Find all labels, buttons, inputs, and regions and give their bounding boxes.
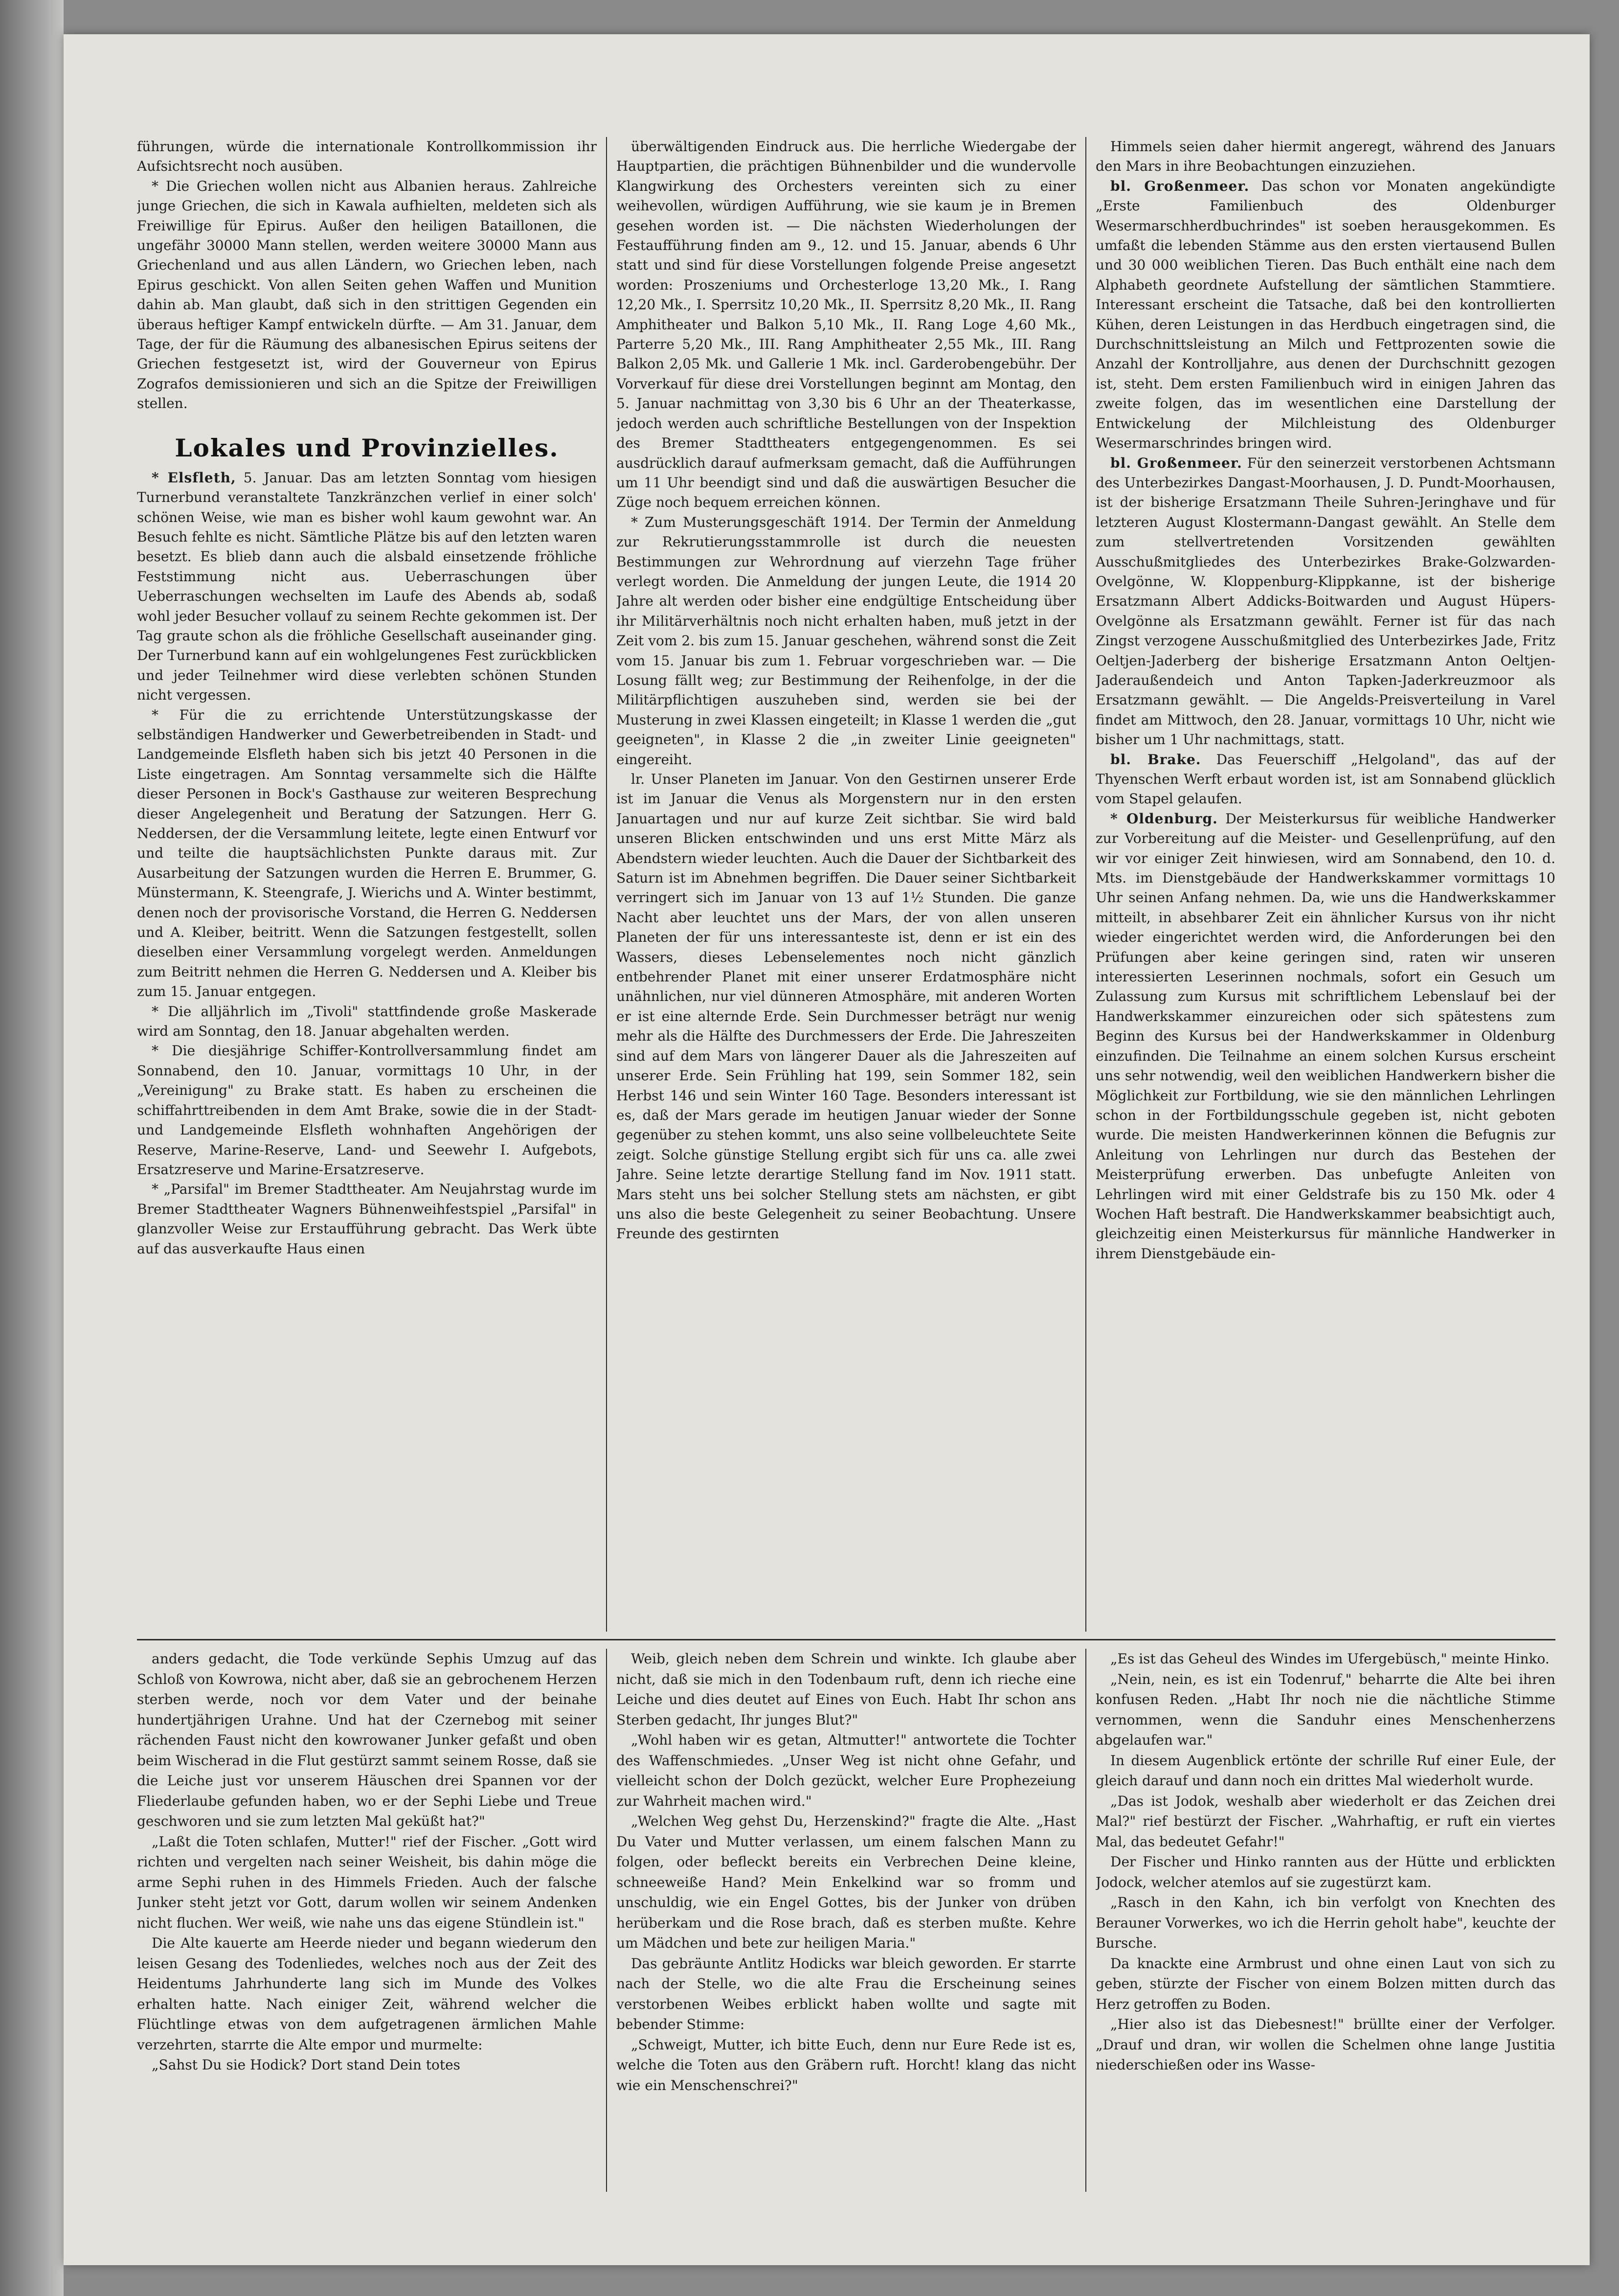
story-column-1-paragraphs <box>137 1649 597 2075</box>
article-paragraph <box>1096 1791 1555 1852</box>
article-paragraph <box>137 1041 597 1180</box>
story-column-2-paragraphs <box>616 1649 1076 2095</box>
paragraph-lead: bl. Großenmeer. <box>1110 455 1242 471</box>
article-paragraph <box>1096 1892 1555 1954</box>
article-paragraph <box>137 137 597 177</box>
paragraph-text: Weib, gleich neben dem Schrein und winkte. Ich glaube aber nicht, daß sie mich in den Todenbaum ruft, denn ich rieche eine Leiche und dies deutet auf Eines von Euch. Habt Ihr schon ans Sterben gedacht, Ihr junges Blut?" <box>616 1651 1076 1728</box>
paragraph-lead: * Oldenburg. <box>1110 810 1218 827</box>
story-column-1 <box>137 1649 597 2192</box>
paragraph-text: führungen, würde die internationale Kontrollkommission ihr Aufsichtsrecht noch ausüben. <box>137 138 597 175</box>
column-divider <box>606 1649 607 2192</box>
newspaper-page <box>64 34 1590 2265</box>
article-paragraph <box>616 1649 1076 1730</box>
article-paragraph <box>616 1954 1076 2035</box>
paragraph-text: überwältigenden Eindruck aus. Die herrliche Wiedergabe der Hauptpartien, die prächtigen Bühnenbilder und die wundervolle Klangwirkung des Orchesters vereinten sich zu einer weihevollen, würdigen Aufführung, wie sie kaum je in Bremen gesehen worden ist. — Die nächsten Wiederholungen der Festaufführung finden am 9., 12. und 15. Januar, abends 6 Uhr statt und sind für diese Vorstellungen folgende Preise angesetzt worden: Proszeniums und Orchesterloge 13,20 Mk., I. Rang 12,20 Mk., I. Sperrsitz 10,20 Mk., II. Sperrsitz 8,20 Mk., II. Rang Amphitheater und Balkon 5,10 Mk., II. Rang Loge 4,60 Mk., Parterre 5,20 Mk., III. Rang Amphitheater 2,55 Mk., III. Rang Balkon 2,05 Mk. und Gallerie 1 Mk. incl. Garderobengebühr. Der Vorverkauf für diese drei Vorstellungen beginnt am Montag, den 5. Januar nachmittag von 3,30 bis 6 Uhr an der Theaterkasse, jedoch werden auch schriftliche Bestellungen von der Inspektion des Bremer Stadttheaters entgegengenommen. Es sei ausdrücklich darauf aufmerksam gemacht, daß die Aufführungen um 11 Uhr beendigt sind und daß die auswärtigen Besucher die Züge noch bequem erreichen können. <box>616 138 1076 511</box>
article-paragraph <box>137 1649 597 1832</box>
article-paragraph <box>1096 177 1555 454</box>
article-paragraph <box>1096 1852 1555 1892</box>
paragraph-text: lr. Unser Planeten im Januar. Von den Gestirnen unserer Erde ist im Januar die Venus als Morgenstern nur in den ersten Januartagen und nur auf kurze Zeit sichtbar. Sie wird bald unseren Blicken entschwinden und uns erst Mitte März als Abendstern wieder leuchten. Auch die Dauer der Sichtbarkeit des Saturn ist im Abnehmen begriffen. Die Dauer seiner Sichtbarkeit verringert sich im Januar von 13 auf 1½ Stunden. Die ganze Nacht aber leuchtet uns der Mars, der von allen unseren Planeten der für uns interessanteste ist, denn er ist ein des Wassers, dieses Lebenselementes noch nicht gänzlich entbehrender Planet mit einer unserer Erdatmosphäre nicht unähnlichen, nur viel dünneren Atmosphäre, mit anderen Worten er ist eine alternde Erde. Sein Durchmesser beträgt nur wenig mehr als die Hälfte des Durchmessers der Erde. Die Jahreszeiten sind auf dem Mars von längerer Dauer als die Jahreszeiten auf unserer Erde. Sein Frühling hat 199, sein Sommer 182, sein Herbst 146 und sein Winter 160 Tage. Besonders interessant ist es, daß der Mars gerade im heutigen Januar wieder der Sonne gegenüber zu stehen kommt, uns also seine vollbeleuchtete Seite zeigt. Solche günstige Stellung ergibt sich für uns ca. alle zwei Jahre. Seine letzte derartige Stellung fand im Nov. 1911 statt. Mars steht uns bei solcher Stellung stets am nächsten, er gibt uns also die beste Gelegenheit zu seiner Beobachtung. Unsere Freunde des gestirnten <box>616 771 1076 1242</box>
article-paragraph <box>1096 1750 1555 1791</box>
article-paragraph <box>137 1180 597 1259</box>
section-divider <box>137 1639 1555 1640</box>
article-paragraph <box>137 1933 597 2055</box>
article-paragraph <box>1096 454 1555 750</box>
paragraph-text: „Es ist das Geheul des Windes im Ufergebüsch," meinte Hinko. <box>1110 1651 1550 1667</box>
story-column-3-paragraphs <box>1096 1649 1555 2075</box>
story-column-3 <box>1096 1649 1555 2192</box>
paragraph-text: Das schon vor Monaten angekündigte „Erste Familienbuch des Oldenburger Wesermarschherdbuchrindes" ist soeben herausgekommen. Es umfaßt die lebenden Stämme aus den ersten viertausend Bullen und 30 000 weiblichen Tieren. Das Buch enthält eine nach dem Alphabeth geordnete Aufstellung der sämtlichen Stammtiere. Interessant erscheint die Tatsache, daß bei den kontrollierten Kühen, deren Leistungen in das Herdbuch eingetragen sind, die Durchschnittsleistung an Milch und Fettprozenten sowie die Anzahl der Kontrolljahre, aus denen der Durchschnitt gezogen ist, steht. Dem ersten Familienbuch wird in einigen Jahren das zweite folgen, das im wesentlichen eine Darstellung der Entwickelung der Milchleistung des Oldenburger Wesermarschrindes bringen wird. <box>1096 178 1555 452</box>
paragraph-text: anders gedacht, die Tode verkünde Sephis Umzug auf das Schloß von Kowrowa, nicht aber, daß sie an gebrochenem Herzen sterben werde, noch vor dem Vater und der beinahe hundertjährigen Urahne. Und hat der Czernebog mit seiner rächenden Faust nicht den kowrowaner Junker gefaßt und oben beim Wischerad in die Flut gestürzt sammt seinem Rosse, daß sie die Leiche just vor unserem Häuschen drei Spannen vor der Fliederlaube gefunden haben, wo er der Sephi Liebe und Treue geschworen und sie zum letzten Mal geküßt hat?" <box>137 1651 597 1829</box>
article-paragraph <box>616 1730 1076 1811</box>
paragraph-text: * Die Griechen wollen nicht aus Albanien heraus. Zahlreiche junge Griechen, die sich in Kawala aufhielten, meldeten sich als Freiwillige für Epirus. Außer den heiligen Bataillonen, die ungefähr 30000 Mann stellen, werden weitere 30000 Mann aus Griechenland und aus allen Ländern, wo Griechen leben, nach Epirus geschickt. Von allen Seiten gehen Waffen und Munition dahin ab. Man glaubt, daß sich in den strittigen Gegenden ein überaus heftiger Kampf entwickeln dürfte. — Am 31. Januar, dem Tage, der für die Räumung des albanesischen Epirus seitens der Griechen festgesetzt ist, wird der Gouverneur von Epirus Zografos demissionieren und sich an die Spitze der Freiwilligen stellen. <box>137 178 597 412</box>
paragraph-text: Die Alte kauerte am Heerde nieder und begann wiederum den leisen Gesang des Todenliedes, welches noch aus der Zeit des Heidentums Jahrhunderte lang sich im Munde des Volkes erhalten hatte. Nach einiger Zeit, während welcher die Flüchtlinge etwas von dem aufgetragenen ärmlichen Mahle verzehrten, starrte die Alte empor und murmelte: <box>137 1935 597 2053</box>
article-paragraph <box>616 770 1076 1244</box>
paragraph-text: * Zum Musterungsgeschäft 1914. Der Termin der Anmeldung zur Rekrutierungsstammrolle ist durch die neuesten Bestimmungen zur Wehrordnung auf vierzehn Tage früher verlegt worden. Die Anmeldung der jungen Leute, die 1914 20 Jahre alt werden oder bisher eine endgültige Entscheidung über ihr Militärverhältnis noch nicht erhalten haben, muß jetzt in der Zeit vom 2. bis zum 15. Januar geschehen, während sonst die Zeit vom 15. Januar bis zum 1. Februar vorgeschrieben war. — Die Losung fällt weg; zur Bestimmung der Reihenfolge, in der die Militärpflichtigen auszuheben sind, werden sie bei der Musterung in zwei Klassen eingeteilt; in Klasse 1 werden die „gut geeigneten", in Klasse 2 die „in zweiter Linie geeigneten" eingereiht. <box>616 514 1076 768</box>
paragraph-text: Für den seinerzeit verstorbenen Achtsmann des Unterbezirkes Dangast-Moorhausen, J. D. Pundt-Moorhausen, ist der bisherige Ersatzmann Theile Suhren-Jeringhave und für letzteren August Klostermann-Dangast gewählt. An Stelle dem zum stellvertretenden Vorsitzenden gewählten Ausschußmitgliedes des Unterbezirkes Brake-Golzwarden-Ovelgönne, W. Kloppenburg-Klippkanne, ist der bisherige Ersatzmann Albert Addicks-Boitwarden und August Hüpers-Ovelgönne als Ersatzmann gewählt. Ferner ist für das nach Zingst verzogene Ausschußmitglied des Unterbezirkes Jade, Fritz Oeltjen-Jaderberg der bisherige Ersatzmann Anton Oeltjen-Jaderaußendeich und Anton Tapken-Jaderkreuzmoor als Ersatzmann gewählt. — Die Angelds-Preisverteilung in Varel findet am Mittwoch, den 28. Januar, vormittags 10 Uhr, nicht wie bisher um 1 Uhr nachmittags, statt. <box>1096 455 1555 748</box>
paragraph-text: Da knackte eine Armbrust und ohne einen Laut von sich zu geben, stürzte der Fischer von einem Bolzen mitten durch das Herz getroffen zu Boden. <box>1096 1955 1555 2012</box>
news-column-3 <box>1096 137 1555 1632</box>
paragraph-text: „Rasch in den Kahn, ich bin verfolgt von Knechten des Berauner Vorwerkes, wo ich die Herrin geholt habe", keuchte der Bursche. <box>1096 1894 1555 1951</box>
paragraph-text: „Nein, nein, es ist ein Todenruf," beharrte die Alte bei ihren konfusen Reden. „Habt Ihr noch nie die nächtliche Stimme vernommen, wenn die Sanduhr eines Menschenherzens abgelaufen war." <box>1096 1671 1555 1748</box>
section-heading: Lokales und Provinzielles. <box>175 433 559 462</box>
article-paragraph <box>1096 1954 1555 2015</box>
column-divider <box>1085 137 1086 1632</box>
paragraph-text: * Die alljährlich im „Tivoli" stattfindende große Maskerade wird am Sonntag, den 18. Januar abgehalten werden. <box>137 1003 597 1040</box>
article-paragraph <box>1096 809 1555 1264</box>
article-paragraph <box>137 705 597 1002</box>
paragraph-text: „Sahst Du sie Hodick? Dort stand Dein totes <box>152 2057 461 2073</box>
column-1-paragraphs-a <box>137 137 597 414</box>
article-paragraph <box>137 1002 597 1042</box>
news-section <box>137 137 1555 1632</box>
article-paragraph <box>137 177 597 414</box>
article-paragraph <box>137 468 597 705</box>
paragraph-text: „Wohl haben wir es getan, Altmutter!" antwortete die Tochter des Waffenschmiedes. „Unser Weg ist nicht ohne Gefahr, und vielleicht schon der Dolch gezückt, welcher Eure Prophezeiung zur Wahrheit machen wird." <box>616 1732 1076 1809</box>
paragraph-text: „Welchen Weg gehst Du, Herzenskind?" fragte die Alte. „Hast Du Vater und Mutter verlassen, um einem falschen Mann zu folgen, oder befleckt bereits ein Verbrechen Deine kleine, schneeweiße Hand? Mein Enkelkind war so fromm und unschuldig, wie ein Engel Gottes, bis der Junker von drüben herüberkam und die Rose brach, daß es sterben mußte. Kehre um Mädchen und bete zur heiligen Maria." <box>616 1813 1076 1951</box>
paragraph-text: Das gebräunte Antlitz Hodicks war bleich geworden. Er starrte nach der Stelle, wo die alte Frau die Erscheinung seines verstorbenen Weibes erblickt haben wollte und sagte mit bebender Stimme: <box>616 1955 1076 2032</box>
paragraph-text: 5. Januar. Das am letzten Sonntag vom hiesigen Turnerbund veranstaltete Tanzkränzchen verlief in einer solch' schönen Weise, wie man es bisher wohl kaum gewohnt war. An Besuch fehlte es nicht. Sämtliche Plätze bis auf den letzten waren besetzt. Es blieb dann auch die alsbald einsetzende fröhliche Feststimmung nicht aus. Ueberraschungen über Ueberraschungen wechselten im Laufe des Abends ab, sodaß wohl jeder Besucher vollauf zu seinem Rechte gekommen ist. Der Tag graute schon als die fröhliche Gesellschaft auseinander ging. Der Turnerbund kann auf ein wohlgelungenes Fest zurückblicken und jeder Teilnehmer wird diese verlebten schönen Stunden nicht vergessen. <box>137 469 597 704</box>
paragraph-text: „Laßt die Toten schlafen, Mutter!" rief der Fischer. „Gott wird richten und vergelten nach seiner Weisheit, bis dahin möge die arme Sephi ruhen in des Himmels Frieden. Auch der falsche Junker steht jetzt vor Gott, darum wollen wir seinem Andenken nicht fluchen. Wer weiß, wie nahe uns das eigene Stündlein ist." <box>137 1833 597 1931</box>
column-1-paragraphs-b <box>137 468 597 1259</box>
feuilleton-section <box>137 1649 1555 2192</box>
paragraph-text: „Das ist Jodok, weshalb aber wiederholt er das Zeichen drei Mal?" rief bestürzt der Fischer. „Wahrhaftig, er ruft ein viertes Mal, das bedeutet Gefahr!" <box>1096 1793 1555 1850</box>
news-column-2 <box>616 137 1076 1632</box>
column-2-paragraphs <box>616 137 1076 1244</box>
column-3-paragraphs <box>1096 137 1555 1264</box>
paragraph-text: * Die diesjährige Schiffer-Kontrollversammlung findet am Sonnabend, den 10. Januar, vormittags 10 Uhr, in der „Vereinigung" zu Brake statt. Es haben zu erscheinen die schiffahrttreibenden in dem Amt Brake, sowie die in der Stadt- und Landgemeinde Elsfleth wohnhaften Angehörigen der Reserve, Marine-Reserve, Land- und Seewehr I. Aufgebots, Ersatzreserve und Marine-Ersatzreserve. <box>137 1043 597 1178</box>
article-paragraph <box>616 137 1076 513</box>
article-paragraph <box>1096 137 1555 177</box>
paragraph-text: In diesem Augenblick ertönte der schrille Ruf einer Eule, der gleich darauf und dann noch ein drittes Mal wiederholt wurde. <box>1096 1752 1555 1789</box>
article-paragraph <box>616 513 1076 770</box>
article-paragraph <box>1096 1669 1555 1750</box>
paragraph-lead: bl. Brake. <box>1110 751 1201 768</box>
column-divider <box>606 137 607 1632</box>
article-paragraph <box>1096 750 1555 809</box>
paragraph-text: Himmels seien daher hiermit angeregt, während des Januars den Mars in ihre Beobachtungen einzuziehen. <box>1096 138 1555 175</box>
article-paragraph <box>137 1832 597 1933</box>
column-divider <box>1085 1649 1086 2192</box>
paragraph-lead: * Elsfleth, <box>152 469 236 486</box>
paragraph-text: Das Feuerschiff „Helgoland", das auf der Thyenschen Werft erbaut worden ist, ist am Sonnabend glücklich vom Stapel gelaufen. <box>1096 751 1555 807</box>
news-column-1 <box>137 137 597 1632</box>
paragraph-text: Der Fischer und Hinko rannten aus der Hütte und erblickten Jodock, welcher atemlos auf sie zugestürzt kam. <box>1096 1854 1555 1890</box>
paragraph-text: Der Meisterkursus für weibliche Handwerker zur Vorbereitung auf die Meister- und Gesellenprüfung, auf den wir vor einiger Zeit hinwiesen, wird am Sonnabend, den 10. d. Mts. im Dienstgebäude der Handwerkskammer vormittags 10 Uhr seinen Anfang nehmen. Da, wie uns die Handwerkskammer mitteilt, in absehbarer Zeit ein ähnlicher Kursus von ihr nicht wieder eingerichtet werden wird, die Anforderungen bei den Prüfungen aber keine geringen sind, raten wir unseren interessierten Leserinnen nochmals, sofort ein Gesuch um Zulassung zum Kursus mit schriftlichem Lebenslauf bei der Handwerkskammer einzureichen oder sich spätestens zum Beginn des Kursus bei der Handwerkskammer in Oldenburg einzufinden. Die Teilnahme an einem solchen Kursus erscheint uns sehr notwendig, weil den weiblichen Handwerkern bisher die Möglichkeit zur Fortbildung, wie sie den männlichen Lehrlingen schon in der Fortbildungsschule gegeben ist, nicht geboten wurde. Die meisten Handwerkerinnen können die Befugnis zur Anleitung von Lehrlingen nur durch das Bestehen der Meisterprüfung erwerben. Das unbefugte Anleiten von Lehrlingen wird mit einer Geldstrafe bis zu 150 Mk. oder 4 Wochen Haft bestraft. Die Handwerkskammer beabsichtigt auch, gleichzeitig einen Meisterkursus für männliche Handwerker in ihrem Dienstgebäude ein- <box>1096 810 1555 1262</box>
paragraph-lead: bl. Großenmeer. <box>1110 178 1250 194</box>
article-paragraph <box>616 1811 1076 1954</box>
paragraph-text: * „Parsifal" im Bremer Stadttheater. Am Neujahrstag wurde im Bremer Stadttheater Wagners Bühnenweihfestspiel „Parsifal" in glanzvoller Weise zur Erstaufführung gebracht. Das Werk übte auf das ausverkaufte Haus einen <box>137 1181 597 1257</box>
paragraph-text: „Hier also ist das Diebesnest!" brüllte einer der Verfolger. „Drauf und dran, wir wollen die Schelmen ohne lange Justitia niederschießen oder ins Wasse- <box>1096 2016 1555 2073</box>
article-paragraph <box>1096 1649 1555 1669</box>
story-column-2 <box>616 1649 1076 2192</box>
article-paragraph <box>137 2055 597 2075</box>
article-paragraph <box>1096 2014 1555 2075</box>
article-paragraph <box>616 2035 1076 2096</box>
paragraph-text: „Schweigt, Mutter, ich bitte Euch, denn nur Eure Rede ist es, welche die Toten aus den Gräbern ruft. Horcht! klang das nicht wie ein Menschenschrei?" <box>616 2036 1076 2093</box>
paragraph-text: * Für die zu errichtende Unterstützungskasse der selbständigen Handwerker und Gewerbetreibenden in Stadt- und Landgemeinde Elsfleth haben sich bis jetzt 40 Personen in die Liste eingetragen. Am Sonntag versammelte sich die Hälfte dieser Personen in Bock's Gasthause zur weiteren Besprechung dieser Angelegenheit und Beratung der Satzungen. Herr G. Neddersen, der die Versammlung leitete, legte einen Entwurf vor und teilte die hauptsächlichsten Punkte daraus mit. Zur Ausarbeitung der Satzungen wurden die Herren E. Brummer, G. Münstermann, K. Steengrafe, J. Wierichs und A. Winter bestimmt, denen noch der provisorische Vorstand, die Herren G. Neddersen und A. Kleiber, beitritt. Wenn die Satzungen festgestellt, sollen dieselben einer Versammlung vorgelegt werden. Anmeldungen zum Beitritt nehmen die Herren G. Neddersen und A. Kleiber bis zum 15. Januar entgegen. <box>137 706 597 1000</box>
book-binding <box>0 0 64 2296</box>
